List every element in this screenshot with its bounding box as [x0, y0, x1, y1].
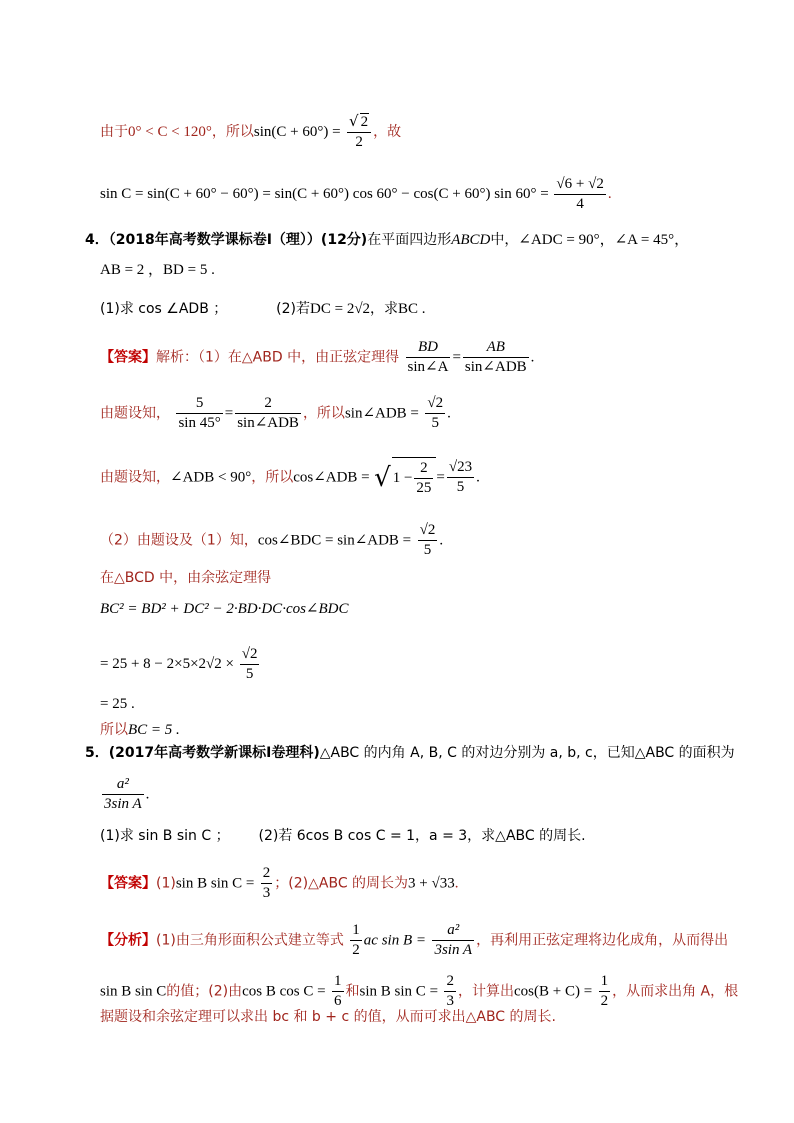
- q5-answer: 【答案】(1)sin B sin C = $\frac{2}{3}$ ；(2)△ABC 的周长为3 + √33.: [100, 865, 459, 901]
- q5-ana1-mid: ac sin B =: [363, 932, 426, 949]
- prev-line-1: [100, 112, 401, 152]
- q5-ana1-fraction-1: $\frac{1}{2}$: [352, 922, 360, 958]
- q5-area-fraction: $\frac{\text{a²}}{\text{3sin A}}$: [104, 776, 142, 812]
- q4-sub2-c: BC .: [398, 301, 426, 317]
- q4-abcd: ABCD: [451, 232, 491, 248]
- q4-l4-expr: cos∠BDC = sin∠ADB =: [257, 532, 412, 549]
- q4-answer-line-1: 【答案】解析：（1）在△ABD 中，由正弦定理得 $\frac{BD}{\sin\angle A}$ = $\frac{AB}{\text{sin∠ADB}}$ .: [100, 339, 535, 375]
- q5-subquestions: [100, 829, 586, 843]
- q4-stem-b: 中，: [490, 232, 519, 248]
- q5-ana2-c: cos B cos C =: [242, 983, 326, 1000]
- prev-line-2: sin C = sin(C + 60° − 60°) = sin(C + 60°) cos 60° − cos(C + 60°) sin 60° = $\frac{√6 + √2}{4}$ .: [100, 176, 612, 212]
- q4-answer-line-8: = 25 .: [100, 696, 135, 712]
- q5-ans-c: ；(2)△ABC 的周长为: [274, 875, 409, 892]
- q4-l3-fraction: $\frac{√23}{5}$: [448, 459, 473, 495]
- q4-sub2-expr: DC = 2√2: [310, 301, 371, 317]
- q5-ana2-fraction-3: $\frac{1}{2}$: [600, 973, 609, 1009]
- q5-ana1-fraction-2: $\frac{\text{a²}}{\text{3sin A}}$: [434, 922, 473, 958]
- q4-source: （2018年高考数学课标卷Ⅰ（理））(12分): [108, 232, 368, 248]
- q4-l4-fraction: $\frac{√2}{5}$: [419, 522, 436, 558]
- q5-analysis-line-1: [100, 921, 728, 960]
- q5-sub1: (1)求 sin B sin C ；: [100, 828, 230, 844]
- q5-ana1-b: ，再利用正弦定理将边化成角，从而得出: [476, 932, 729, 949]
- q4-l9-expr: BC = 5 .: [128, 722, 180, 738]
- q5-stem: △ABC 的内角 A, B, C 的对边分别为 a, b, c，已知△ABC 的面积为: [319, 745, 735, 761]
- q4-answer-fraction-2: $\frac{AB}{\text{sin∠ADB}}$: [464, 339, 527, 375]
- q4-l3-radical: √ 1 − $\frac{2}{25}$: [374, 470, 436, 486]
- q4-l2-fraction-3: $\frac{√2}{5}$: [427, 395, 444, 431]
- q5-area: $\frac{\text{a²}}{\text{3sin A}}$ .: [104, 776, 150, 812]
- q4-answer-line-6: BC² = BD² + DC² − 2·BD·DC·cos∠BDC: [100, 601, 349, 617]
- q4-l2-expr: sin∠ADB =: [344, 405, 419, 422]
- q5-ana2-e: sin B sin C =: [359, 983, 439, 1000]
- q5-ana2-fraction-1: $\frac{1}{6}$: [334, 973, 342, 1009]
- q4-number: 4．: [85, 232, 109, 248]
- q5-ana2-b: 的值；(2)由: [166, 983, 243, 1000]
- q5-ana2-a: sin B sin C: [100, 983, 167, 1000]
- q4-l3-cond: ∠ADB < 90°: [170, 469, 252, 486]
- prev-mid: ，所以: [211, 124, 254, 140]
- q5-sub2: (2)若 6cos B cos C = 1，a = 3，求△ABC 的周长.: [258, 828, 586, 844]
- q4-l2-text: 由题设知，: [100, 405, 170, 422]
- q4-answer-line-7: [100, 645, 261, 684]
- q4-sub2-b: ，求: [370, 301, 399, 317]
- q4-cond1: ∠ADC = 90°，∠A = 45°，: [518, 232, 690, 248]
- q5-answer-tag: 【答案】: [100, 875, 156, 892]
- q4-l7-expr: = 25 + 8 − 2×5×2√2 ×: [100, 655, 234, 672]
- q5-ans-a: (1): [156, 875, 176, 892]
- q4-subquestions: [100, 302, 426, 317]
- q4-answer-line-2: 由题设知， $\frac{5}{\sin 45^\circ}$ = $\frac{2}{\text{sin∠ADB}}$ ，所以sin∠ADB = $\frac{√2}{5}$ .: [100, 395, 451, 431]
- q4-answer-fraction-1: $\frac{BD}{\sin\angle A}$: [407, 339, 449, 375]
- q4-header: [85, 233, 689, 248]
- q4-l2-mid: ，所以: [302, 405, 345, 422]
- q4-answer-line-5: 在△BCD 中，由余弦定理得: [100, 570, 272, 586]
- q4-stem-a: 在平面四边形: [367, 232, 452, 248]
- prev-cond: 0° < C < 120°: [128, 124, 212, 140]
- prev-line2-fraction: $\frac{√6 + √2}{4}$: [556, 176, 604, 212]
- q5-ans-d: 3 + √33: [408, 875, 455, 892]
- q4-cond2: AB = 2 ，BD = 5 .: [100, 262, 215, 278]
- q5-ans-b: sin B sin C =: [175, 875, 255, 892]
- q4-l7-fraction: $\frac{√2}{5}$: [241, 646, 258, 682]
- prev-fraction: $\frac{√ 2}{2}$: [347, 112, 371, 152]
- q4-answer-line-3: 由题设知，∠ADB < 90°，所以cos∠ADB = √ 1 − $\frac{2}{25}$ = $\frac{√23}{5}$ .: [100, 457, 480, 498]
- q4-answer-line-9: [100, 723, 180, 738]
- q5-ana2-f: ，计算出: [457, 983, 514, 1000]
- q4-answer-text: （1）在△ABD 中，由正弦定理得: [198, 349, 400, 366]
- q4-l4-text: （2）由题设及（1）知，: [100, 532, 258, 549]
- q5-ana2-fraction-2: $\frac{2}{3}$: [446, 973, 454, 1009]
- q5-source: (2017年高考数学新课标Ⅰ卷理科): [108, 745, 320, 761]
- q4-l3-text: 由题设知，: [100, 469, 170, 486]
- prev-end: ，故: [373, 124, 402, 140]
- q5-header: [85, 746, 735, 760]
- q5-ana2-d: 和: [345, 983, 360, 1000]
- q4-answer-lead: 解析：: [156, 349, 198, 366]
- q4-l9-text: 所以: [100, 722, 128, 738]
- q4-l2-fraction-2: $\frac{2}{\text{sin∠ADB}}$: [237, 395, 299, 431]
- q4-l3-mid: ，所以: [251, 469, 294, 486]
- q5-answer-fraction: $\frac{2}{3}$: [262, 865, 271, 901]
- q5-ana2-h: ，从而求出角 A，根: [612, 983, 739, 1000]
- q5-number: 5．: [85, 745, 109, 761]
- q4-sub2-a: (2)若: [276, 301, 311, 317]
- q5-analysis-line-2: [100, 972, 738, 1011]
- q5-ana2-g: cos(B + C) =: [513, 983, 593, 1000]
- q5-ana1-a: (1)由三角形面积公式建立等式: [156, 932, 344, 949]
- q5-analysis-tag: 【分析】: [100, 932, 156, 949]
- prev-text: 由于: [100, 124, 128, 140]
- q4-answer-tag: 【答案】: [100, 349, 156, 366]
- prev-line2-expr: sin C = sin(C + 60° − 60°) = sin(C + 60°) cos 60° − cos(C + 60°) sin 60° =: [100, 185, 549, 202]
- q4-answer-line-4: （2）由题设及（1）知，cos∠BDC = sin∠ADB = $\frac{√2}{5}$ .: [100, 522, 444, 558]
- q5-analysis-line-3: 据题设和余弦定理可以求出 bc 和 b + c 的值，从而可求出△ABC 的周长.: [100, 1009, 556, 1025]
- q4-l2-fraction-1: $\frac{5}{\sin 45^\circ}$: [178, 395, 221, 431]
- q4-l3-expr: cos∠ADB =: [293, 469, 370, 486]
- prev-expr: sin(C + 60°) =: [253, 124, 341, 140]
- q4-sub1: (1)求 cos ∠ADB ；: [100, 301, 228, 317]
